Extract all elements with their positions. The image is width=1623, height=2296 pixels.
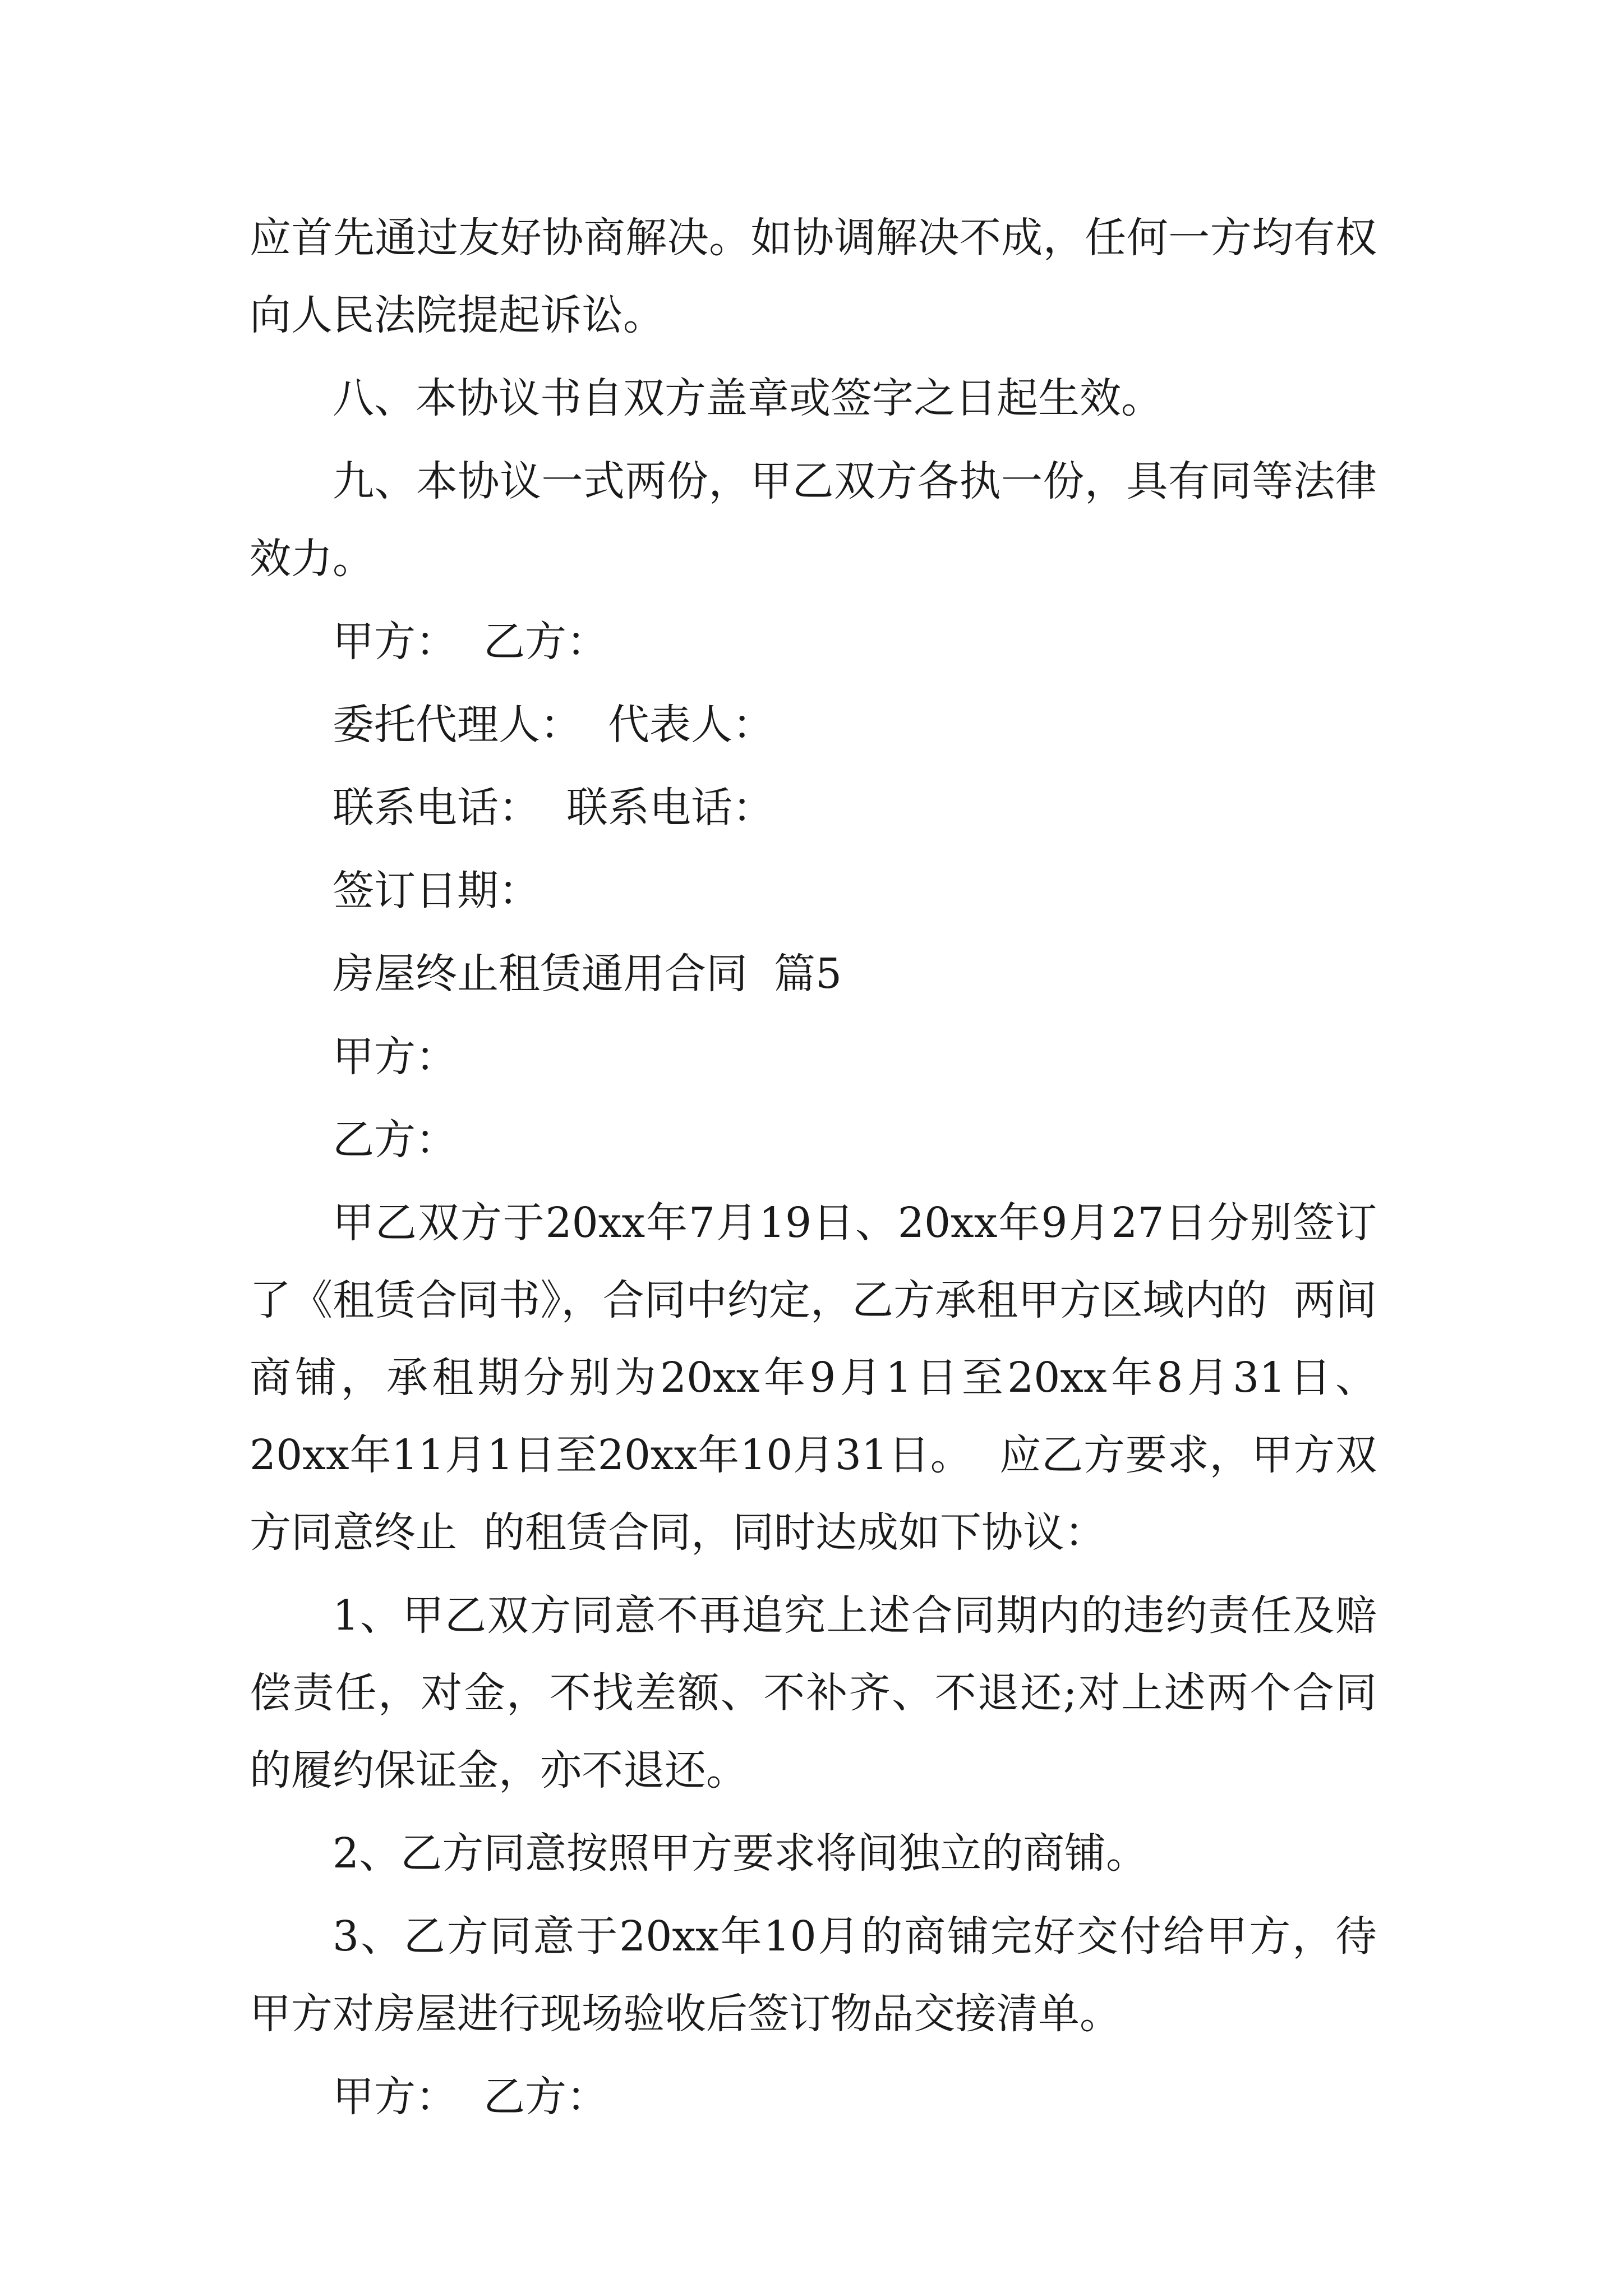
paragraph-clause-9: 九、本协议一式两份，甲乙双方各执一份，具有同等法律效力。	[250, 457, 1377, 583]
paragraph-clause-8: 八、本协议书自双方盖章或签字之日起生效。	[333, 374, 1163, 422]
paragraph-item-3: 3、乙方同意于20xx年10月的商铺完好交付给甲方，待甲方对房屋进行现场验收后签订物品交接清单。	[250, 1912, 1377, 2038]
section-title: 房屋终止租赁通用合同 篇5	[333, 950, 842, 998]
party-b-line: 乙方：	[333, 1116, 457, 1164]
signature-agent-line: 委托代理人： 代表人：	[333, 701, 774, 749]
paragraph-dispute-resolution: 应首先通过友好协商解决。如协调解决不成，任何一方均有权向人民法院提起诉讼。	[250, 214, 1377, 339]
paragraph-item-2: 2、乙方同意按照甲方要求将间独立的商铺。	[333, 1829, 1148, 1878]
paragraph-background: 甲乙双方于20xx年7月19日、20xx年9月27日分别签订了《租赁合同书》，合同中约定，乙方承租甲方区域内的 两间商铺，承租期分别为20xx年9月1日至20xx年8月31日、20xx年11月1日至20xx年10月31日。 应乙方要求，甲方双方同意终止 的租赁合同，同时达成如下协议：	[250, 1199, 1377, 1557]
party-a-line: 甲方：	[333, 1033, 457, 1081]
signature-party-line: 甲方： 乙方：	[333, 618, 608, 666]
document-body	[250, 199, 1377, 2136]
signature-date-line: 签订日期：	[333, 867, 540, 915]
paragraph-item-1: 1、甲乙双方同意不再追究上述合同期内的违约责任及赔偿责任，对金，不找差额、不补齐、不退还;对上述两个合同的履约保证金，亦不退还。	[250, 1591, 1377, 1795]
signature-party-line-final: 甲方： 乙方：	[333, 2073, 608, 2121]
signature-phone-line: 联系电话： 联系电话：	[333, 784, 774, 832]
